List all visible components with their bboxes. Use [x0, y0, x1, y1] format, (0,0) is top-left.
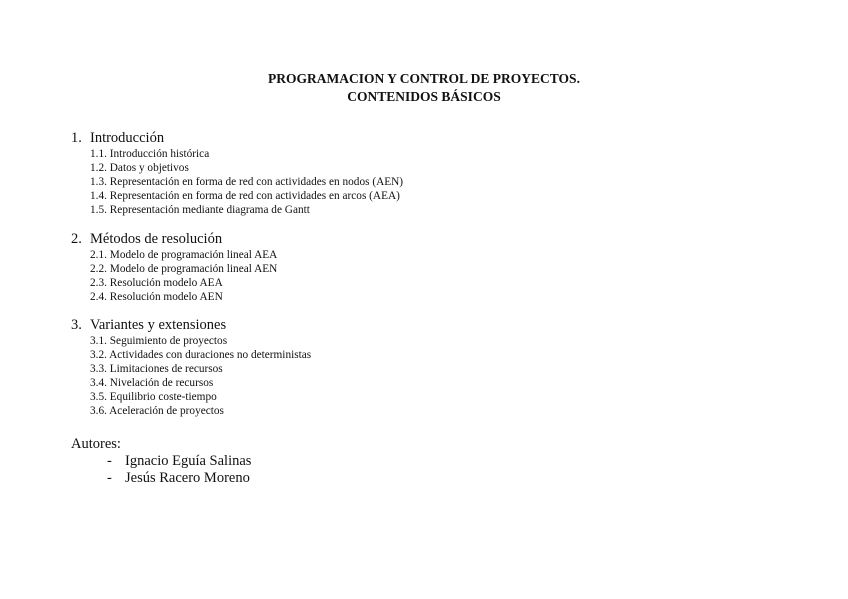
section-introduccion — [71, 129, 403, 218]
section-number: 2. — [71, 231, 82, 247]
list-item: 1.3. Representación en forma de red con actividades en nodos (AEN) — [90, 175, 404, 188]
subsection-list — [90, 249, 277, 305]
list-item: 3.3. Limitaciones de recursos — [90, 362, 223, 375]
list-item: 3.5. Equilibrio coste-tiempo — [90, 390, 217, 403]
author-item — [107, 470, 251, 487]
section-variantes — [71, 316, 311, 418]
section-number: 3. — [71, 317, 82, 333]
authors-block — [71, 436, 251, 486]
author-name: Ignacio Eguía Salinas — [125, 453, 252, 469]
authors-list — [71, 453, 251, 486]
list-item: 3.1. Seguimiento de proyectos — [90, 335, 228, 347]
section-number: 1. — [71, 130, 82, 146]
list-item: 3.6. Aceleración de proyectos — [90, 404, 224, 417]
author-item — [107, 453, 251, 470]
section-title: Métodos de resolución — [90, 231, 223, 247]
list-item: 2.1. Modelo de programación lineal AEA — [90, 249, 278, 261]
section-title: Variantes y extensiones — [90, 317, 227, 333]
list-item: 1.5. Representación mediante diagrama de Gantt — [90, 203, 310, 216]
list-item: 2.3. Resolución modelo AEA — [90, 276, 223, 289]
section-title: Introducción — [90, 130, 165, 146]
title-line-2: CONTENIDOS BÁSICOS — [347, 89, 501, 104]
title-line-1: PROGRAMACION Y CONTROL DE PROYECTOS. — [268, 71, 580, 86]
subsection-list — [90, 148, 403, 218]
list-item: 2.2. Modelo de programación lineal AEN — [90, 262, 278, 275]
authors-label: Autores: — [71, 436, 121, 452]
list-item: 3.2. Actividades con duraciones no deterministas — [90, 348, 312, 361]
section-heading — [71, 230, 277, 248]
document-title — [0, 70, 848, 106]
list-item: 1.2. Datos y objetivos — [90, 161, 189, 174]
section-heading — [71, 316, 311, 334]
dash-bullet: - — [107, 453, 112, 469]
list-item: 2.4. Resolución modelo AEN — [90, 290, 223, 303]
subsection-list — [90, 335, 311, 418]
list-item: 1.1. Introducción histórica — [90, 148, 210, 160]
list-item: 1.4. Representación en forma de red con actividades en arcos (AEA) — [90, 189, 400, 202]
section-metodos — [71, 230, 277, 305]
list-item: 3.4. Nivelación de recursos — [90, 376, 214, 389]
author-name: Jesús Racero Moreno — [125, 469, 250, 486]
section-heading — [71, 129, 403, 147]
dash-bullet: - — [107, 469, 112, 486]
